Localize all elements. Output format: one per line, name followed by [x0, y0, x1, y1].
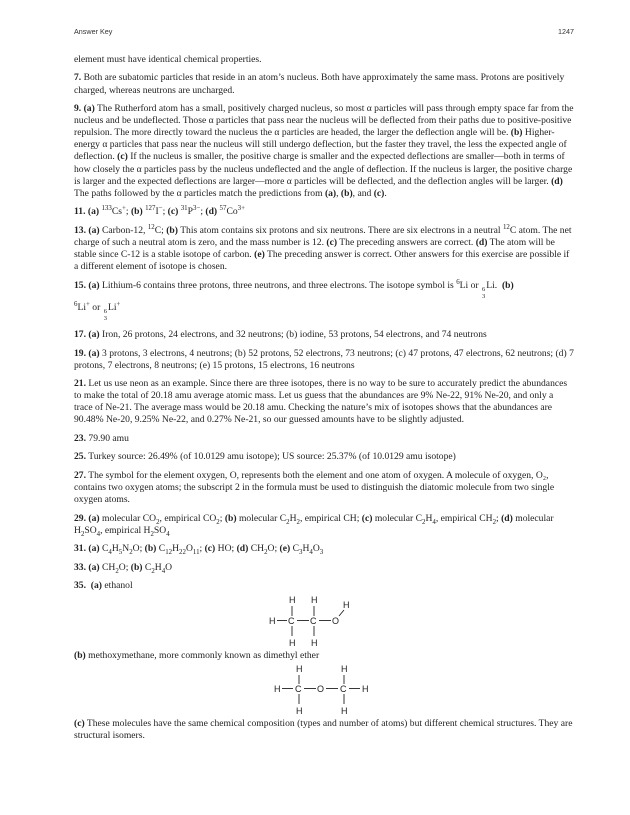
atom-c: C — [310, 616, 317, 627]
answer-15: 15. (a) Lithium-6 contains three protons, three neutrons, and three electrons. The isotope symbol is $^6$Li or 6 3 Li. (b) $^6$Li+ or 6 3 Li+ — [74, 279, 514, 322]
answer-7 — [74, 72, 574, 96]
answer-33: 33. (a) $CH_2O$; (b) $C_2H_4O$ — [74, 561, 173, 575]
answer-number: 9. — [74, 103, 82, 115]
ethanol-label: ethanol — [104, 580, 133, 592]
atom-h: H — [289, 638, 296, 649]
answer-31: 31. (a) $C_4H_5N_2O$; (b) $C_{12}H_{22}O_{11}$; (c) HO; (d) $CH_2O$; (e) $C_3H_4O_3$ — [74, 543, 324, 556]
answer-text-c: If the nucleus is smaller, the positive charge is smaller and the expected deflections are smaller—both in terms of how closely the α particles pass by the nucleus undeflected and the angle of deflection. If the nucleus is larger, the positive charge is larger and the expected deflections are larger—more α particles will be deflected, and the deflection angles will be larger. — [74, 151, 573, 187]
page-header — [74, 26, 574, 54]
answer-number: 17. — [74, 329, 86, 341]
answer-13: 13. (a) Carbon-12, $^{12}$C; (b) This atom contains six protons and six neutrons. There are six electrons in a neutral $^{12}$C atom. The net charge of such a neutral atom is zero, and the mass number is 12. (c) The preceding answers are correct. (d) The atom will be stable since C-12 is a stable isotope of carbon. (e) The preceding answer is correct. Other answers for this exercise are possible if a different element of isotope is chosen. — [74, 223, 572, 272]
answer-number: 35. — [74, 580, 86, 592]
answer-number: 11. — [74, 206, 86, 218]
atom-h: H — [343, 600, 350, 611]
answer-number: 29. — [74, 512, 86, 524]
answer-17: 17. (a) Iron, 26 protons, 24 electrons, and 32 neutrons; (b) iodine, 53 protons, 54 electrons, and 74 neutrons — [74, 329, 487, 341]
answer-35-c: (c) These molecules have the same chemical composition (types and number of atoms) but different chemical structures. They are structural isomers. — [74, 718, 573, 742]
atom-h: H — [296, 706, 303, 717]
answer-number: 15. — [74, 280, 86, 292]
answer-text: Both are subatomic particles that reside in an atom’s nucleus. Both have approximately the same mass. Protons are positively charged, whereas neutrons are uncharged. — [74, 72, 565, 96]
page-number: 1247 — [558, 27, 574, 36]
answer-number: 23. — [74, 432, 86, 444]
answer-29: 29. (a) molecular $CO_2$, empirical $CO_2$; (b) molecular $C_2H_2$, empirical CH; (c) molecular $C_2H_4$, empirical $CH_2$; (d) molecular $H_2SO_4$, empirical $H_2SO_4$ — [74, 512, 554, 538]
atom-c: C — [340, 684, 347, 695]
bond — [339, 610, 344, 616]
atom-h: H — [341, 706, 348, 717]
atom-o: O — [317, 684, 325, 695]
answer-number: 21. — [74, 378, 86, 390]
answer-9: 9. (a) The Rutherford atom has a small, positively charged nucleus, so most α particles will pass through empty space far from the nucleus and be undeflected. Those α particles that pass near the nucleus will be deflected from their paths due to positive-positive repulsion. The more directly toward the nucleus the α particles are headed, the larger the deflection angle will be. (b) Higher-energy α particles that pass near the nucleus will still undergo deflection, but the faster they travel, the less the expected angle of deflection. (c) If the nucleus is smaller, the positive charge is smaller and the expected deflections are smaller—both in terms of how closely the α particles pass by the nucleus undeflected and the angle of deflection. If the nucleus is larger, the positive charge is larger and the expected deflections are larger—more α particles will be deflected, and the deflection angles will be larger. (d) The paths followed by the α particles match the predictions from (a), (b), and (c). — [74, 103, 574, 199]
atom-h: H — [296, 664, 303, 675]
answer-number: 33. — [74, 561, 86, 573]
atom-h: H — [269, 616, 276, 627]
answer-number: 13. — [74, 224, 86, 236]
atom-c: C — [288, 616, 295, 627]
atom-h: H — [362, 684, 369, 695]
atom-h: H — [341, 664, 348, 675]
atom-h: H — [274, 684, 281, 695]
answer-number: 31. — [74, 543, 86, 555]
isotope-notation: 6 3 — [103, 308, 107, 322]
answer-23: 23. 79.90 amu — [74, 432, 129, 444]
isotope-notation: 6 3 — [481, 286, 486, 301]
answer-35-b: (b) methoxymethane, more commonly known as dimethyl ether — [74, 650, 320, 662]
atom-o: O — [332, 616, 340, 627]
answer-number: 7. — [74, 72, 82, 84]
ethanol-structure — [269, 592, 379, 650]
dimethyl-ether-label: methoxymethane, more commonly known as dimethyl ether — [88, 650, 320, 662]
answer-21: 21. Let us use neon as an example. Since there are three isotopes, there is no way to be sure to accurately predict the abundances to make the total of 20.18 amu average atomic mass. Let us guess that the abundances are 9% Ne-22, 91% Ne-20, and only a trace of Ne-21. The average mass would be 20.18 amu. Checking the nature’s mix of isotopes shows that the abundances are 90.48% Ne-20, 9.25% Ne-22, and 0.27% Ne-21, so our guessed amounts have to be slightly adjusted. — [74, 378, 568, 426]
answer-11: 11. (a) $^{133}$Cs+; (b) $^{127}$I−; (c) $^{31}P^{3-}$; (d) $^{57}Co^{3+}$ — [74, 205, 245, 218]
atom-h: H — [311, 595, 318, 606]
answer-27: 27. The symbol for the element oxygen, O, represents both the element and one atom of oxygen. A molecule of oxygen, O₂, contains two oxygen atoms; the subscript 2 in the formula must be used to distinguish the diatomic molecule from two single oxygen atoms. — [74, 469, 555, 506]
answer-19: 19. (a) 3 protons, 3 electrons, 4 neutrons; (b) 52 protons, 52 electrons, 73 neutrons; (c) 47 protons, 47 electrons, 62 neutrons; (d) 7 protons, 7 electrons, 8 neutrons; (e) 15 protons, 15 electrons, 16 neutrons — [74, 347, 574, 371]
atom-c: C — [295, 684, 302, 695]
answer-number: 19. — [74, 347, 86, 359]
answer-35-a: 35. (a) ethanol — [74, 580, 133, 592]
header-title: Answer Key — [74, 27, 113, 36]
answer-number: 27. — [74, 469, 86, 481]
atom-h: H — [311, 638, 318, 649]
answer-text-b: Higher-energy α particles that pass near the nucleus will still undergo deflection, but the faster they travel, the less the expected angle of deflection. — [74, 127, 567, 163]
answer-text-a: The Rutherford atom has a small, positively charged nucleus, so most α particles will pass through empty space far from the nucleus and be undeflected. Those α particles that pass near the nucleus will be deflected from their paths due to positive-positive repulsion. The more directly toward the nucleus the α particles are headed, the larger the deflection angle will be. — [74, 103, 574, 139]
answer-25: 25. Turkey source: 26.49% (of 10.0129 amu isotope); US source: 25.37% (of 10.0129 amu isotope) — [74, 451, 456, 463]
answer-number: 25. — [74, 451, 86, 463]
atom-h: H — [289, 595, 296, 606]
dimethyl-ether-structure — [274, 662, 374, 718]
continued-answer: element must have identical chemical properties. — [74, 54, 262, 65]
answer-text-d: The paths followed by the α particles match the predictions from — [74, 187, 323, 199]
